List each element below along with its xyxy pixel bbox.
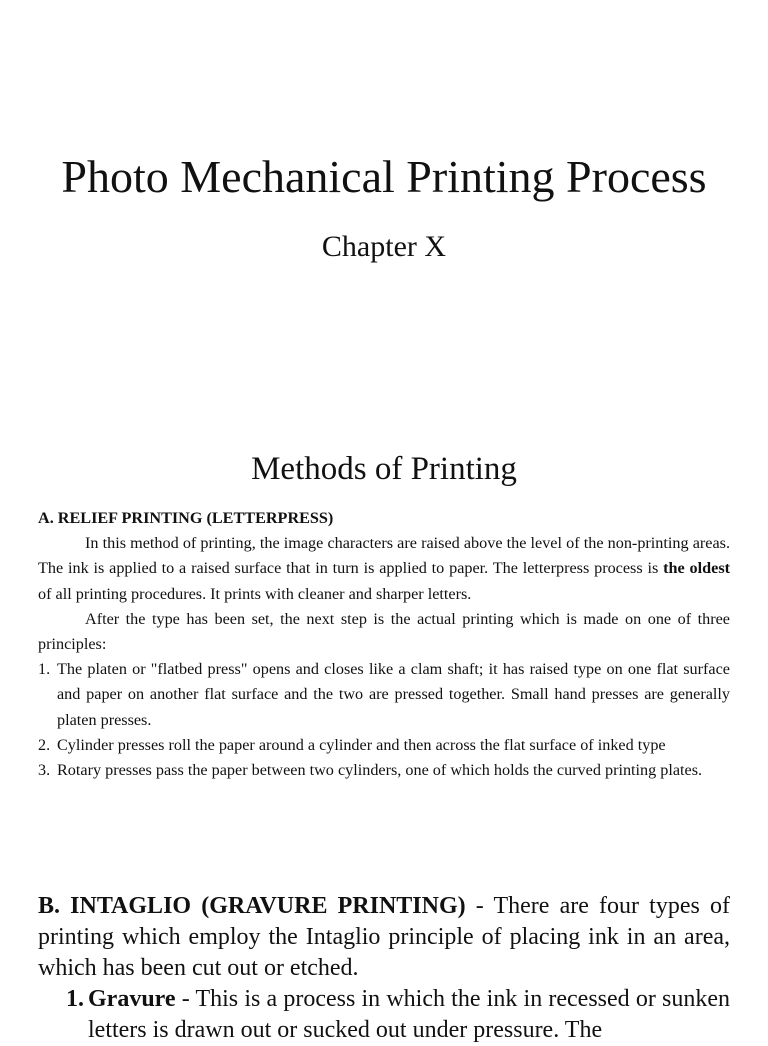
list-item — [38, 758, 730, 783]
document-title: Photo Mechanical Printing Process — [61, 151, 707, 202]
section-relief-printing — [38, 506, 730, 783]
section-a-heading: A. RELIEF PRINTING (LETTERPRESS) — [38, 509, 334, 527]
list-item-number: 1. — [66, 986, 84, 1012]
list-item-number: 3. — [38, 761, 51, 780]
list-item — [38, 657, 730, 733]
list-item-text: The platen or "flatbed press" opens and closes like a clam shaft; it has raised type on one flat surface and paper on another flat surface and the two are pressed together. Small hand presses are generally platen presses. — [57, 660, 730, 729]
list-item-text: Cylinder presses roll the paper around a cylinder and then across the flat surface of inked type — [57, 735, 666, 754]
para1-text-start: In this method of printing, the image characters are raised above the level of the non-printing areas. The ink is applied to a raised surface that in turn is applied to paper. The letterpress process is — [38, 534, 730, 578]
section-a-paragraph-1 — [38, 531, 730, 607]
para1-emphasis: the oldest — [663, 559, 731, 578]
section-a-paragraph-2: After the type has been set, the next step is the actual printing which is made on one of three principles: — [38, 609, 730, 654]
section-title: Methods of Printing — [251, 451, 517, 487]
list-item-text: - This is a process in which the ink in recessed or sunken letters is drawn out or sucked out under pressure. The — [88, 986, 730, 1043]
list-item — [38, 984, 730, 1046]
para1-text-end: of all printing procedures. It prints with cleaner and sharper letters. — [38, 584, 472, 603]
chapter-label: Chapter X — [321, 230, 447, 263]
section-b-intro-text: - There are four types of printing which employ the Intaglio principle of placing ink in an area, which has been cut out or etched. — [38, 893, 730, 981]
principles-list — [38, 657, 730, 783]
list-item-term: Gravure — [88, 986, 176, 1012]
list-item-text: Rotary presses pass the paper between two cylinders, one of which holds the curved printing plates. — [57, 761, 703, 780]
list-item-number: 1. — [38, 660, 51, 679]
list-item-number: 2. — [38, 735, 51, 754]
list-item — [38, 733, 730, 758]
section-intaglio-printing — [38, 891, 730, 1046]
section-b-intro — [38, 891, 730, 984]
section-b-heading: B. INTAGLIO (GRAVURE PRINTING) — [38, 893, 466, 919]
